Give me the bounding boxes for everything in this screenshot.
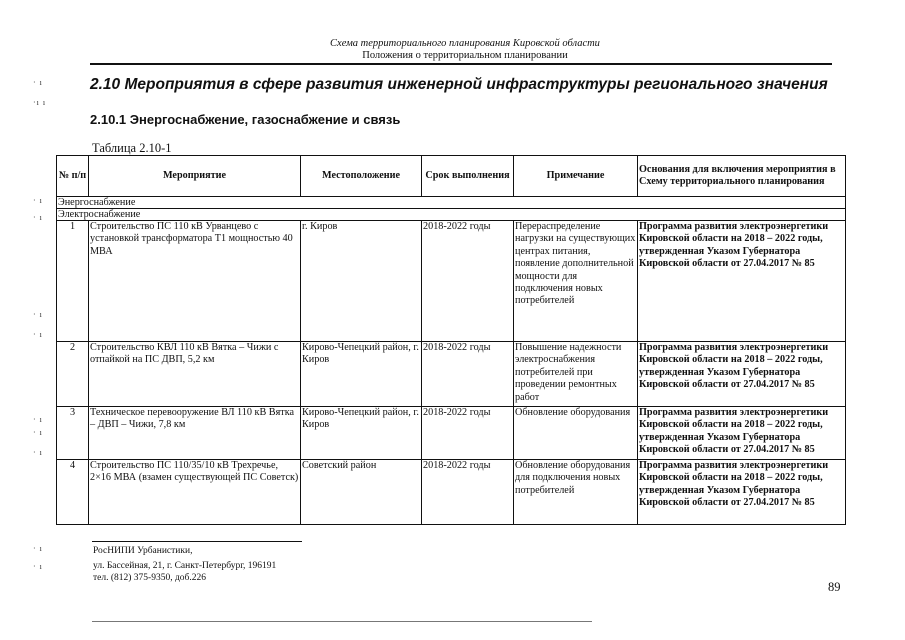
footer-rule [92,541,302,542]
row-event: Строительство ПС 110/35/10 кВ Трехречье, 2×16 МВА (взамен существующей ПС Советск) [89,460,301,525]
scan-mark: · ı [33,330,43,339]
row-basis: Программа развития электроэнергетики Кировской области на 2018 – 2022 годы, утвержденная Указом Губернатора Кировской области от 27.04.2017 № 85 [638,342,846,407]
header-note: Примечание [514,156,638,197]
header-num: № п/п [57,156,89,197]
row-term: 2018-2022 годы [422,342,514,407]
section-electricity: Электроснабжение [57,209,846,221]
row-note: Обновление оборудования для подключения новых потребителей [514,460,638,525]
row-basis: Программа развития электроэнергетики Кировской области на 2018 – 2022 годы, утвержденная Указом Губернатора Кировской области от 27.04.2017 № 85 [638,407,846,460]
scan-mark: · ı [33,213,43,222]
row-basis: Программа развития электроэнергетики Кировской области на 2018 – 2022 годы, утвержденная Указом Губернатора Кировской области от 27.04.2017 № 85 [638,460,846,525]
header-basis: Основания для включения мероприятия в Схему территориального планирования [638,156,846,197]
scan-mark: ·ı ı [33,98,47,107]
scan-mark: · ı [33,196,43,205]
section-energy: Энергоснабжение [57,197,846,209]
row-num: 2 [57,342,89,407]
row-event: Строительство ПС 110 кВ Урванцево с установкой трансформатора Т1 мощностью 40 МВА [89,221,301,342]
subsection-heading: 2.10.1 Энергоснабжение, газоснабжение и связь [90,112,401,127]
row-basis: Программа развития электроэнергетики Кировской области на 2018 – 2022 годы, утвержденная Указом Губернатора Кировской области от 27.04.2017 № 85 [638,221,846,342]
bottom-rule [92,621,592,622]
table-row [57,460,846,525]
row-location: Советский район [301,460,422,525]
header-rule [90,63,832,65]
scan-mark: · ı [33,415,43,424]
table-header-row [57,156,846,197]
measures-table [56,155,846,525]
header-location: Местоположение [301,156,422,197]
table-row [57,221,846,342]
section-row [57,209,846,221]
table-row [57,342,846,407]
row-event: Техническое перевооружение ВЛ 110 кВ Вятка – ДВП – Чижи, 7,8 км [89,407,301,460]
header-term: Срок выполнения [422,156,514,197]
row-num: 1 [57,221,89,342]
header-event: Мероприятие [89,156,301,197]
row-note: Обновление оборудования [514,407,638,460]
scan-mark: · ı [33,544,43,553]
row-num: 4 [57,460,89,525]
footer-phone: тел. (812) 375-9350, доб.226 [93,573,207,583]
row-num: 3 [57,407,89,460]
section-heading: 2.10 Мероприятия в сфере развития инженерной инфраструктуры регионального значения [90,76,828,93]
row-location: Кирово-Чепецкий район, г. Киров [301,407,422,460]
scan-mark: · ı [33,448,43,457]
table-caption: Таблица 2.10-1 [92,141,172,155]
scan-mark: · ı [33,562,43,571]
row-note: Перераспределение нагрузки на существующих центрах питания, появление дополнительной мощности для подключения новых потребителей [514,221,638,342]
row-term: 2018-2022 годы [422,221,514,342]
row-location: Кирово-Чепецкий район, г. Киров [301,342,422,407]
page-number: 89 [828,580,841,594]
running-header-title: Схема территориального планирования Кировской области [330,38,600,49]
footer-address: ул. Бассейная, 21, г. Санкт-Петербург, 196191 [93,561,277,571]
section-row [57,197,846,209]
row-event: Строительство КВЛ 110 кВ Вятка – Чижи с отпайкой на ПС ДВП, 5,2 км [89,342,301,407]
row-note: Повышение надежности электроснабжения потребителей при проведении ремонтных работ [514,342,638,407]
row-term: 2018-2022 годы [422,460,514,525]
scan-mark: · ı [33,310,43,319]
running-header-subtitle: Положения о территориальном планировании [362,50,568,61]
scan-mark: · ı [33,428,43,437]
scan-mark: · ı [33,78,43,87]
row-term: 2018-2022 годы [422,407,514,460]
row-location: г. Киров [301,221,422,342]
footer-org: РосНИПИ Урбанистики, [93,546,193,556]
table-row [57,407,846,460]
